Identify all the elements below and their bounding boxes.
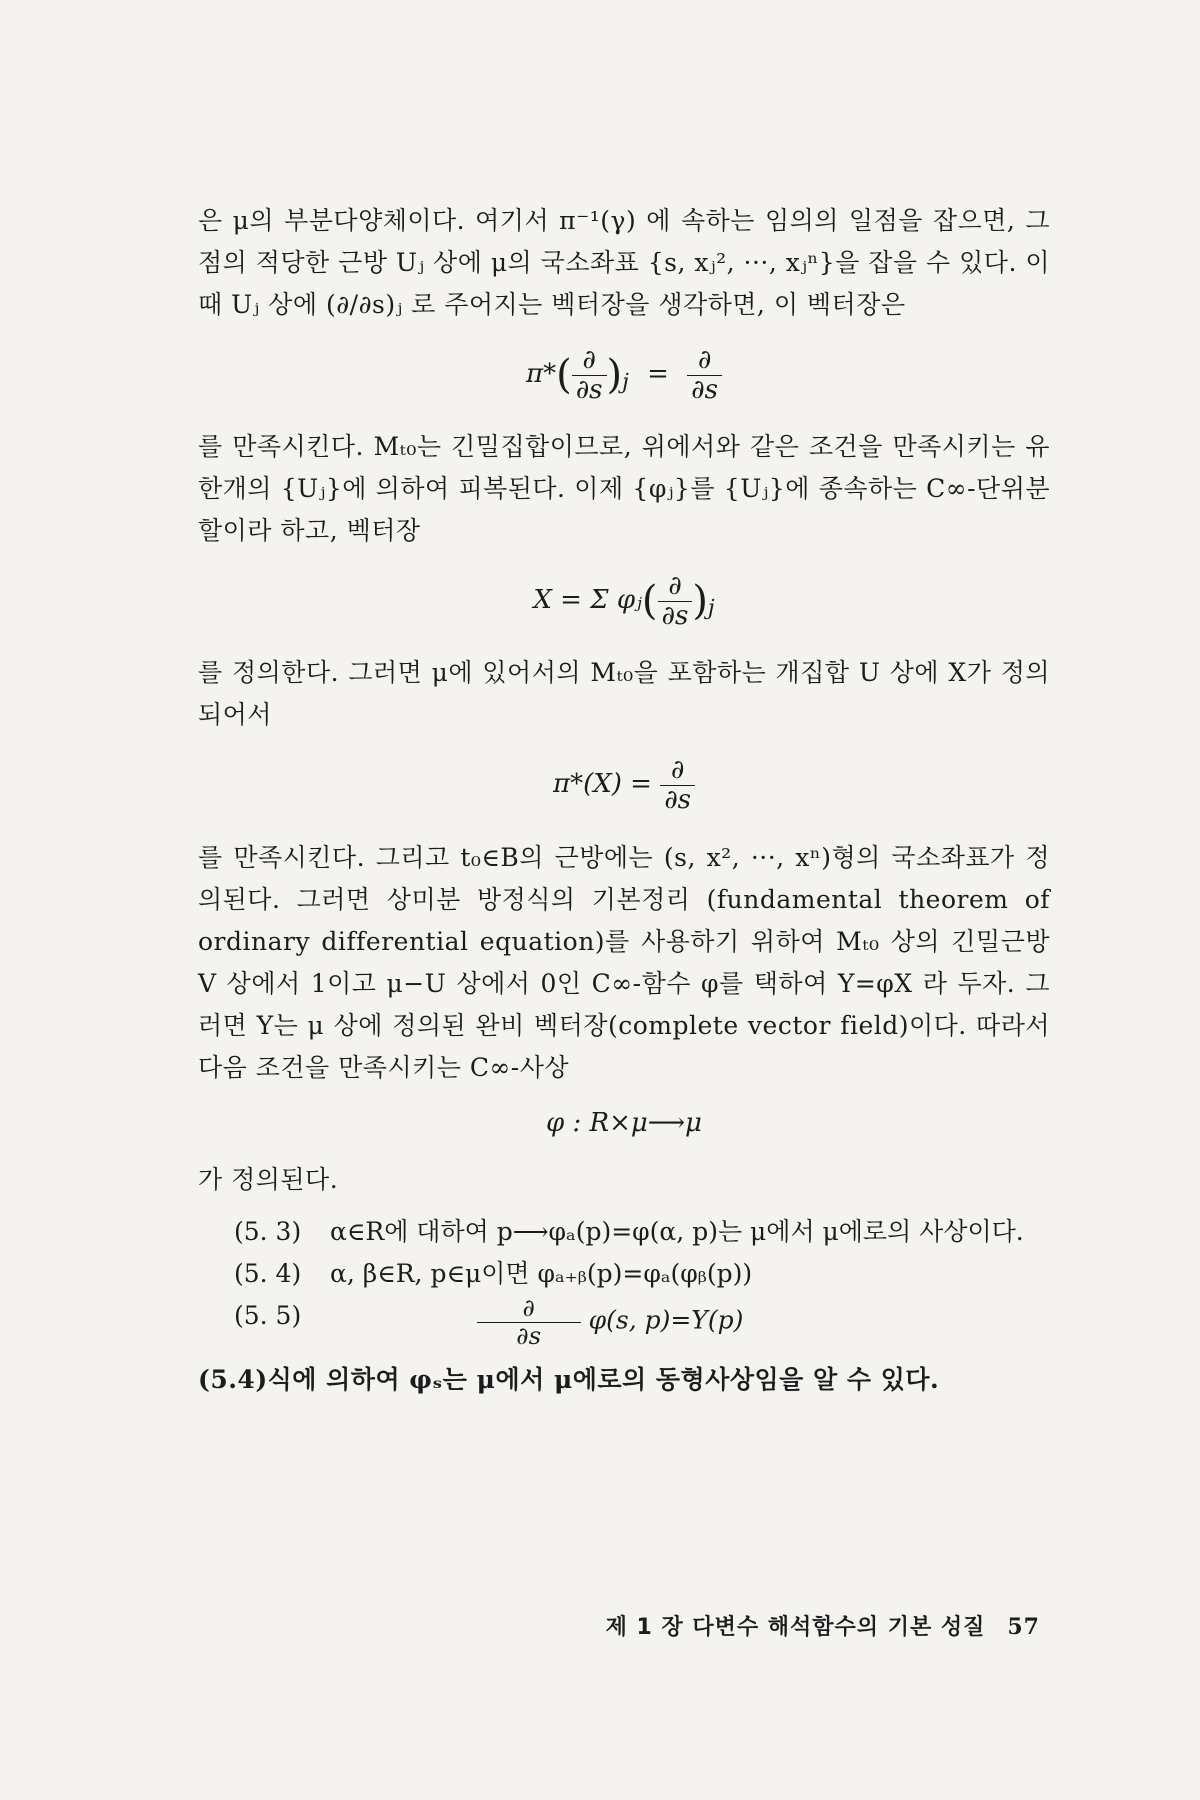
equation-4: φ : R×μ⟶μ	[546, 1107, 702, 1138]
item-equation	[330, 1295, 1050, 1349]
list-item-5-5	[234, 1295, 1050, 1349]
item-denominator: ∂s	[516, 1321, 542, 1350]
eq2-fraction	[658, 572, 693, 630]
item-number: (5. 5)	[234, 1301, 302, 1331]
page-footer	[606, 1610, 1040, 1641]
spacer	[198, 1201, 1050, 1211]
eq1-denominator: ∂s	[575, 374, 603, 405]
item-text: α∈R에 대하여 p⟶φₐ(p)=φ(α, p)는 μ에서 μ에로의 사상이다.	[330, 1217, 1024, 1247]
spacer	[198, 1349, 1050, 1359]
item-fraction	[477, 1295, 581, 1349]
page-number: 57	[1007, 1614, 1040, 1640]
eq1-equals: =	[647, 359, 669, 390]
eq1-right-numerator: ∂	[687, 346, 722, 376]
equation-3	[198, 756, 1050, 814]
eq1-subscript: j	[622, 369, 629, 395]
eq2-numerator: ∂	[658, 572, 693, 602]
eq1-numerator: ∂	[572, 346, 607, 376]
equation-1: π*( $\frac{\partial}{\partial s}$ )$_j$ = $\frac{\partial}{\partial s}$	[198, 346, 1050, 404]
paragraph-1: 은 μ의 부분다양체이다. 여기서 π⁻¹(γ) 에 속하는 임의의 일점을 잡으면, 그 점의 적당한 근방 Uⱼ 상에 μ의 국소좌표 {s, xⱼ², ···, xⱼⁿ}을 잡을 수 있다. 이때 Uⱼ 상에 (∂/∂s)ⱼ 로 주어지는 벡터장을 생각하면, 이 벡터장은	[198, 206, 1050, 319]
eq3-left: π*(X) =	[553, 769, 652, 800]
eq1-right-denominator: ∂s	[691, 374, 718, 405]
item-text: φ(s, p)=Y(p)	[588, 1305, 744, 1335]
item-numerator: ∂	[477, 1295, 581, 1322]
paragraph-3: 를 정의한다. 그러면 μ에 있어서의 Mₜ₀을 포함하는 개집합 U 상에 X가 정의되어서	[198, 658, 1050, 730]
chapter-title: 제 1 장 다변수 해석함수의 기본 성질	[605, 1615, 986, 1640]
eq2-denominator: ∂s	[661, 600, 689, 631]
paragraph-5: 가 정의된다.	[198, 1165, 339, 1195]
paragraph-6: (5.4)식에 의하여 φₛ는 μ에서 μ에로의 동형사상임을 알 수 있다.	[198, 1364, 940, 1394]
paragraph-4: 를 만족시킨다. 그리고 t₀∈B의 근방에는 (s, x², ···, xⁿ)형의 국소좌표가 정의된다. 그러면 상미분 방정식의 기본정리 (fundamental theorem of ordinary differential equation)를 사용하기 위하여 Mₜ₀ 상의 긴밀근방 V 상에서 1이고 μ−U 상에서 0인 C∞-함수 φ를 택하여 Y=φX 라 두자. 그러면 Y는 μ 상에 정의된 완비 벡터장(complete vector field)이다. 따라서 다음 조건을 만족시키는 C∞-사상	[198, 842, 1050, 1082]
item-number: (5. 4)	[234, 1259, 302, 1289]
eq3-denominator: ∂s	[664, 784, 691, 815]
list-item-5-4	[234, 1253, 1050, 1295]
eq3-fraction	[660, 756, 695, 814]
eq1-left: π*	[526, 359, 557, 390]
eq2-left: X = Σ φⱼ	[533, 585, 642, 616]
eq1-fraction	[572, 346, 607, 404]
item-number: (5. 3)	[234, 1217, 302, 1247]
eq3-numerator: ∂	[660, 756, 695, 786]
item-text: α, β∈R, p∈μ이면 φₐ₊ᵦ(p)=φₐ(φᵦ(p))	[330, 1259, 753, 1289]
equation-2: X = Σ φⱼ( $\frac{\partial}{\partial s}$ )$_j$	[533, 571, 715, 631]
eq1-right-fraction	[687, 346, 722, 404]
eq2-subscript: j	[707, 595, 715, 621]
paragraph-2: 를 만족시킨다. Mₜ₀는 긴밀집합이므로, 위에서와 같은 조건을 만족시키는 유한개의 {Uⱼ}에 의하여 피복된다. 이제 {φⱼ}를 {Uⱼ}에 종속하는 C∞-단위분할이라 하고, 벡터장	[198, 432, 1050, 546]
list-item-5-3	[234, 1211, 1050, 1253]
